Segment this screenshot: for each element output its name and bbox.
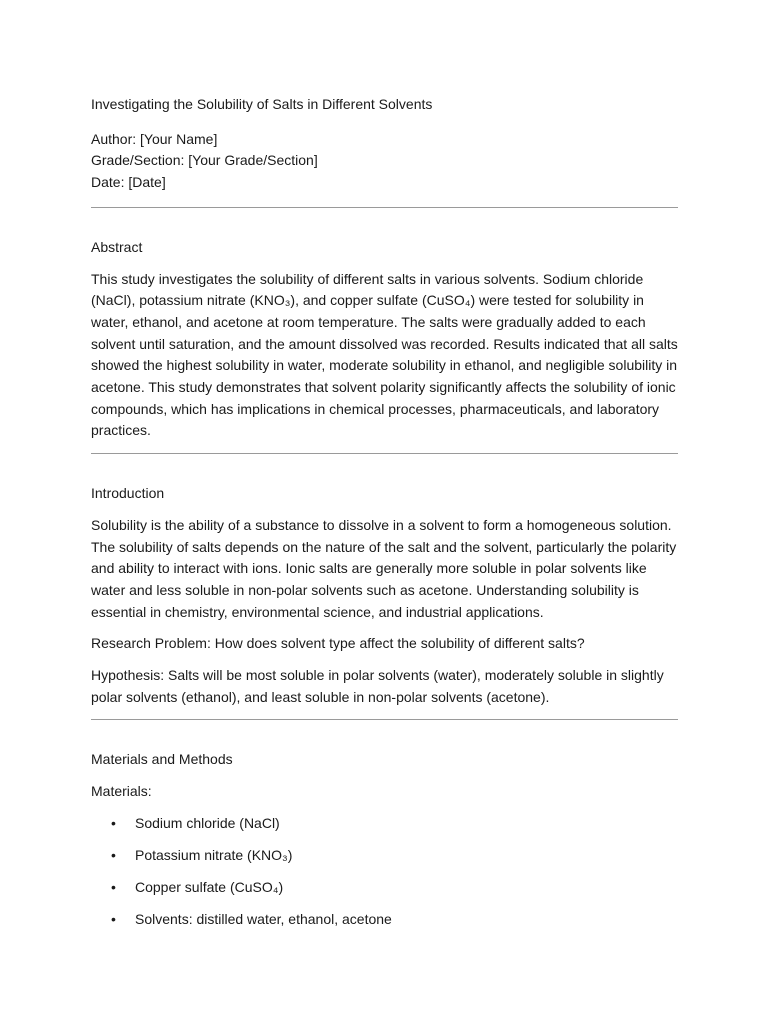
list-item-text: Solvents: distilled water, ethanol, acetone <box>135 911 392 928</box>
list-item <box>91 813 678 835</box>
bullet-icon: • <box>111 879 116 896</box>
bullet-icon: • <box>111 814 116 831</box>
materials-list <box>91 813 678 931</box>
materials-methods-section <box>91 749 678 931</box>
document-page <box>91 94 678 942</box>
bullet-icon: • <box>111 911 116 928</box>
list-item <box>91 845 678 867</box>
date-line: Date: [Date] <box>91 174 166 191</box>
section-divider <box>91 207 678 208</box>
introduction-body: Solubility is the ability of a substance to dissolve in a solvent to form a homogeneous solution. The solubility of salts depends on the nature of the salt and the solvent, particularly the polarity and ability to interact with ions. Ionic salts are generally more soluble in polar solvents like water and less soluble in non-polar solvents such as acetone. Understanding solubility is essential in chemistry, environmental science, and industrial applications. <box>91 516 677 620</box>
document-title: Investigating the Solubility of Salts in Different Solvents <box>91 96 433 112</box>
introduction-section <box>91 483 678 708</box>
list-item <box>91 877 678 899</box>
abstract-section <box>91 237 678 442</box>
materials-label: Materials: <box>91 783 152 800</box>
abstract-heading: Abstract <box>91 238 143 255</box>
materials-methods-heading: Materials and Methods <box>91 751 233 768</box>
author-line: Author: [Your Name] <box>91 130 218 147</box>
introduction-heading: Introduction <box>91 485 165 502</box>
grade-line: Grade/Section: [Your Grade/Section] <box>91 152 318 169</box>
section-divider <box>91 453 678 454</box>
section-divider <box>91 719 678 720</box>
list-item-text: Copper sulfate (CuSO₄) <box>135 879 284 896</box>
list-item-text: Potassium nitrate (KNO₃) <box>135 847 293 864</box>
abstract-body: This study investigates the solubility of different salts in various solvents. Sodium chloride (NaCl), potassium nitrate (KNO₃), and copper sulfate (CuSO₄) were tested for solubility in water, ethanol, and acetone at room temperature. The salts were gradually added to each solvent until saturation, and the amount dissolved was recorded. Results indicated that all salts showed the highest solubility in water, moderate solubility in ethanol, and negligible solubility in acetone. This study demonstrates that solvent polarity significantly affects the solubility of ionic compounds, which has implications in chemical processes, pharmaceuticals, and laboratory practices. <box>91 270 678 439</box>
document-meta <box>91 129 678 194</box>
bullet-icon: • <box>111 847 116 864</box>
research-problem: Research Problem: How does solvent type affect the solubility of different salts? <box>91 635 585 652</box>
list-item <box>91 909 678 931</box>
hypothesis: Hypothesis: Salts will be most soluble in polar solvents (water), moderately soluble in slightly polar solvents (ethanol), and least soluble in non-polar solvents (acetone). <box>91 667 664 705</box>
list-item-text: Sodium chloride (NaCl) <box>135 814 280 831</box>
